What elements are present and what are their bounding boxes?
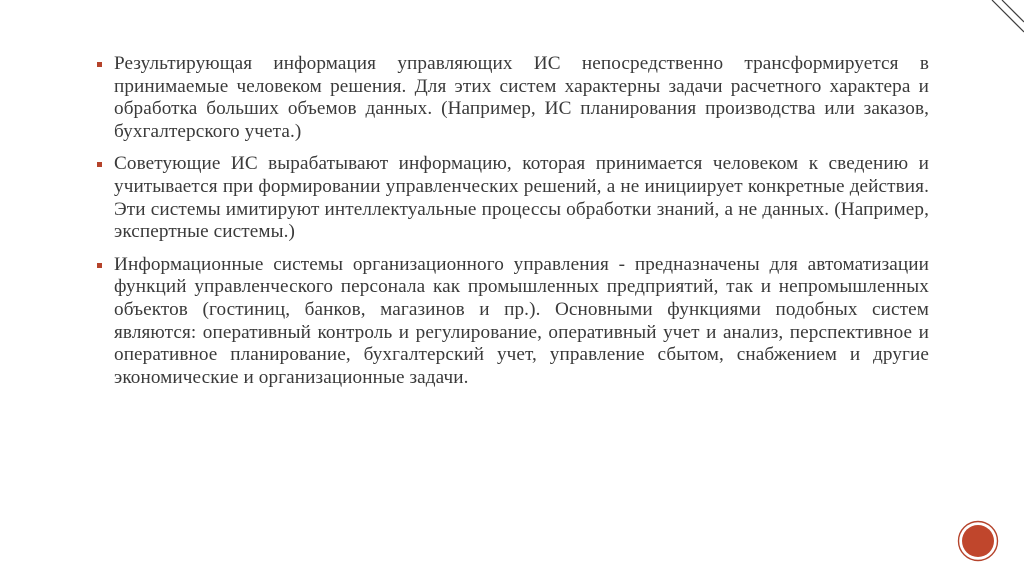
bullet-square-icon xyxy=(97,62,102,67)
bullet-text: Результирующая информация управляющих ИС непосредственно трансформируется в принимаемые человеком решения. Для этих систем характерны задачи расчетного характера и обработка больших объемов данных. (Например, ИС планирования производства или заказов, бухгалтерского учета.) xyxy=(114,53,929,142)
slide-number-badge-icon xyxy=(957,520,999,562)
bullet-item xyxy=(97,53,929,143)
bullet-item xyxy=(97,153,929,243)
bullet-text: Советующие ИС вырабатывают информацию, которая принимается человеком к сведению и учитывается при формировании управленческих решений, а не инициирует конкретные действия. Эти системы имитируют интеллектуальные процессы обработки знаний, а не данных. (Например, экспертные системы.) xyxy=(114,153,929,243)
slide-body xyxy=(97,53,929,399)
bullet-item xyxy=(97,254,929,390)
corner-chevron-icon xyxy=(982,0,1024,60)
bullet-square-icon xyxy=(97,162,102,167)
bullet-text: Информационные системы организационного управления - предназначены для автоматизации функций управленческого персонала как промышленных предприятий, так и непромышленных объектов (гостиниц, банков, магазинов и пр.). Основными функциями подобных систем являются: оперативный контроль и регулирование, оперативный учет и анализ, перспективное и оперативное планирование, бухгалтерский учет, управление сбытом, снабжением и другие экономические и организационные задачи. xyxy=(114,253,929,388)
bullet-square-icon xyxy=(97,263,102,268)
